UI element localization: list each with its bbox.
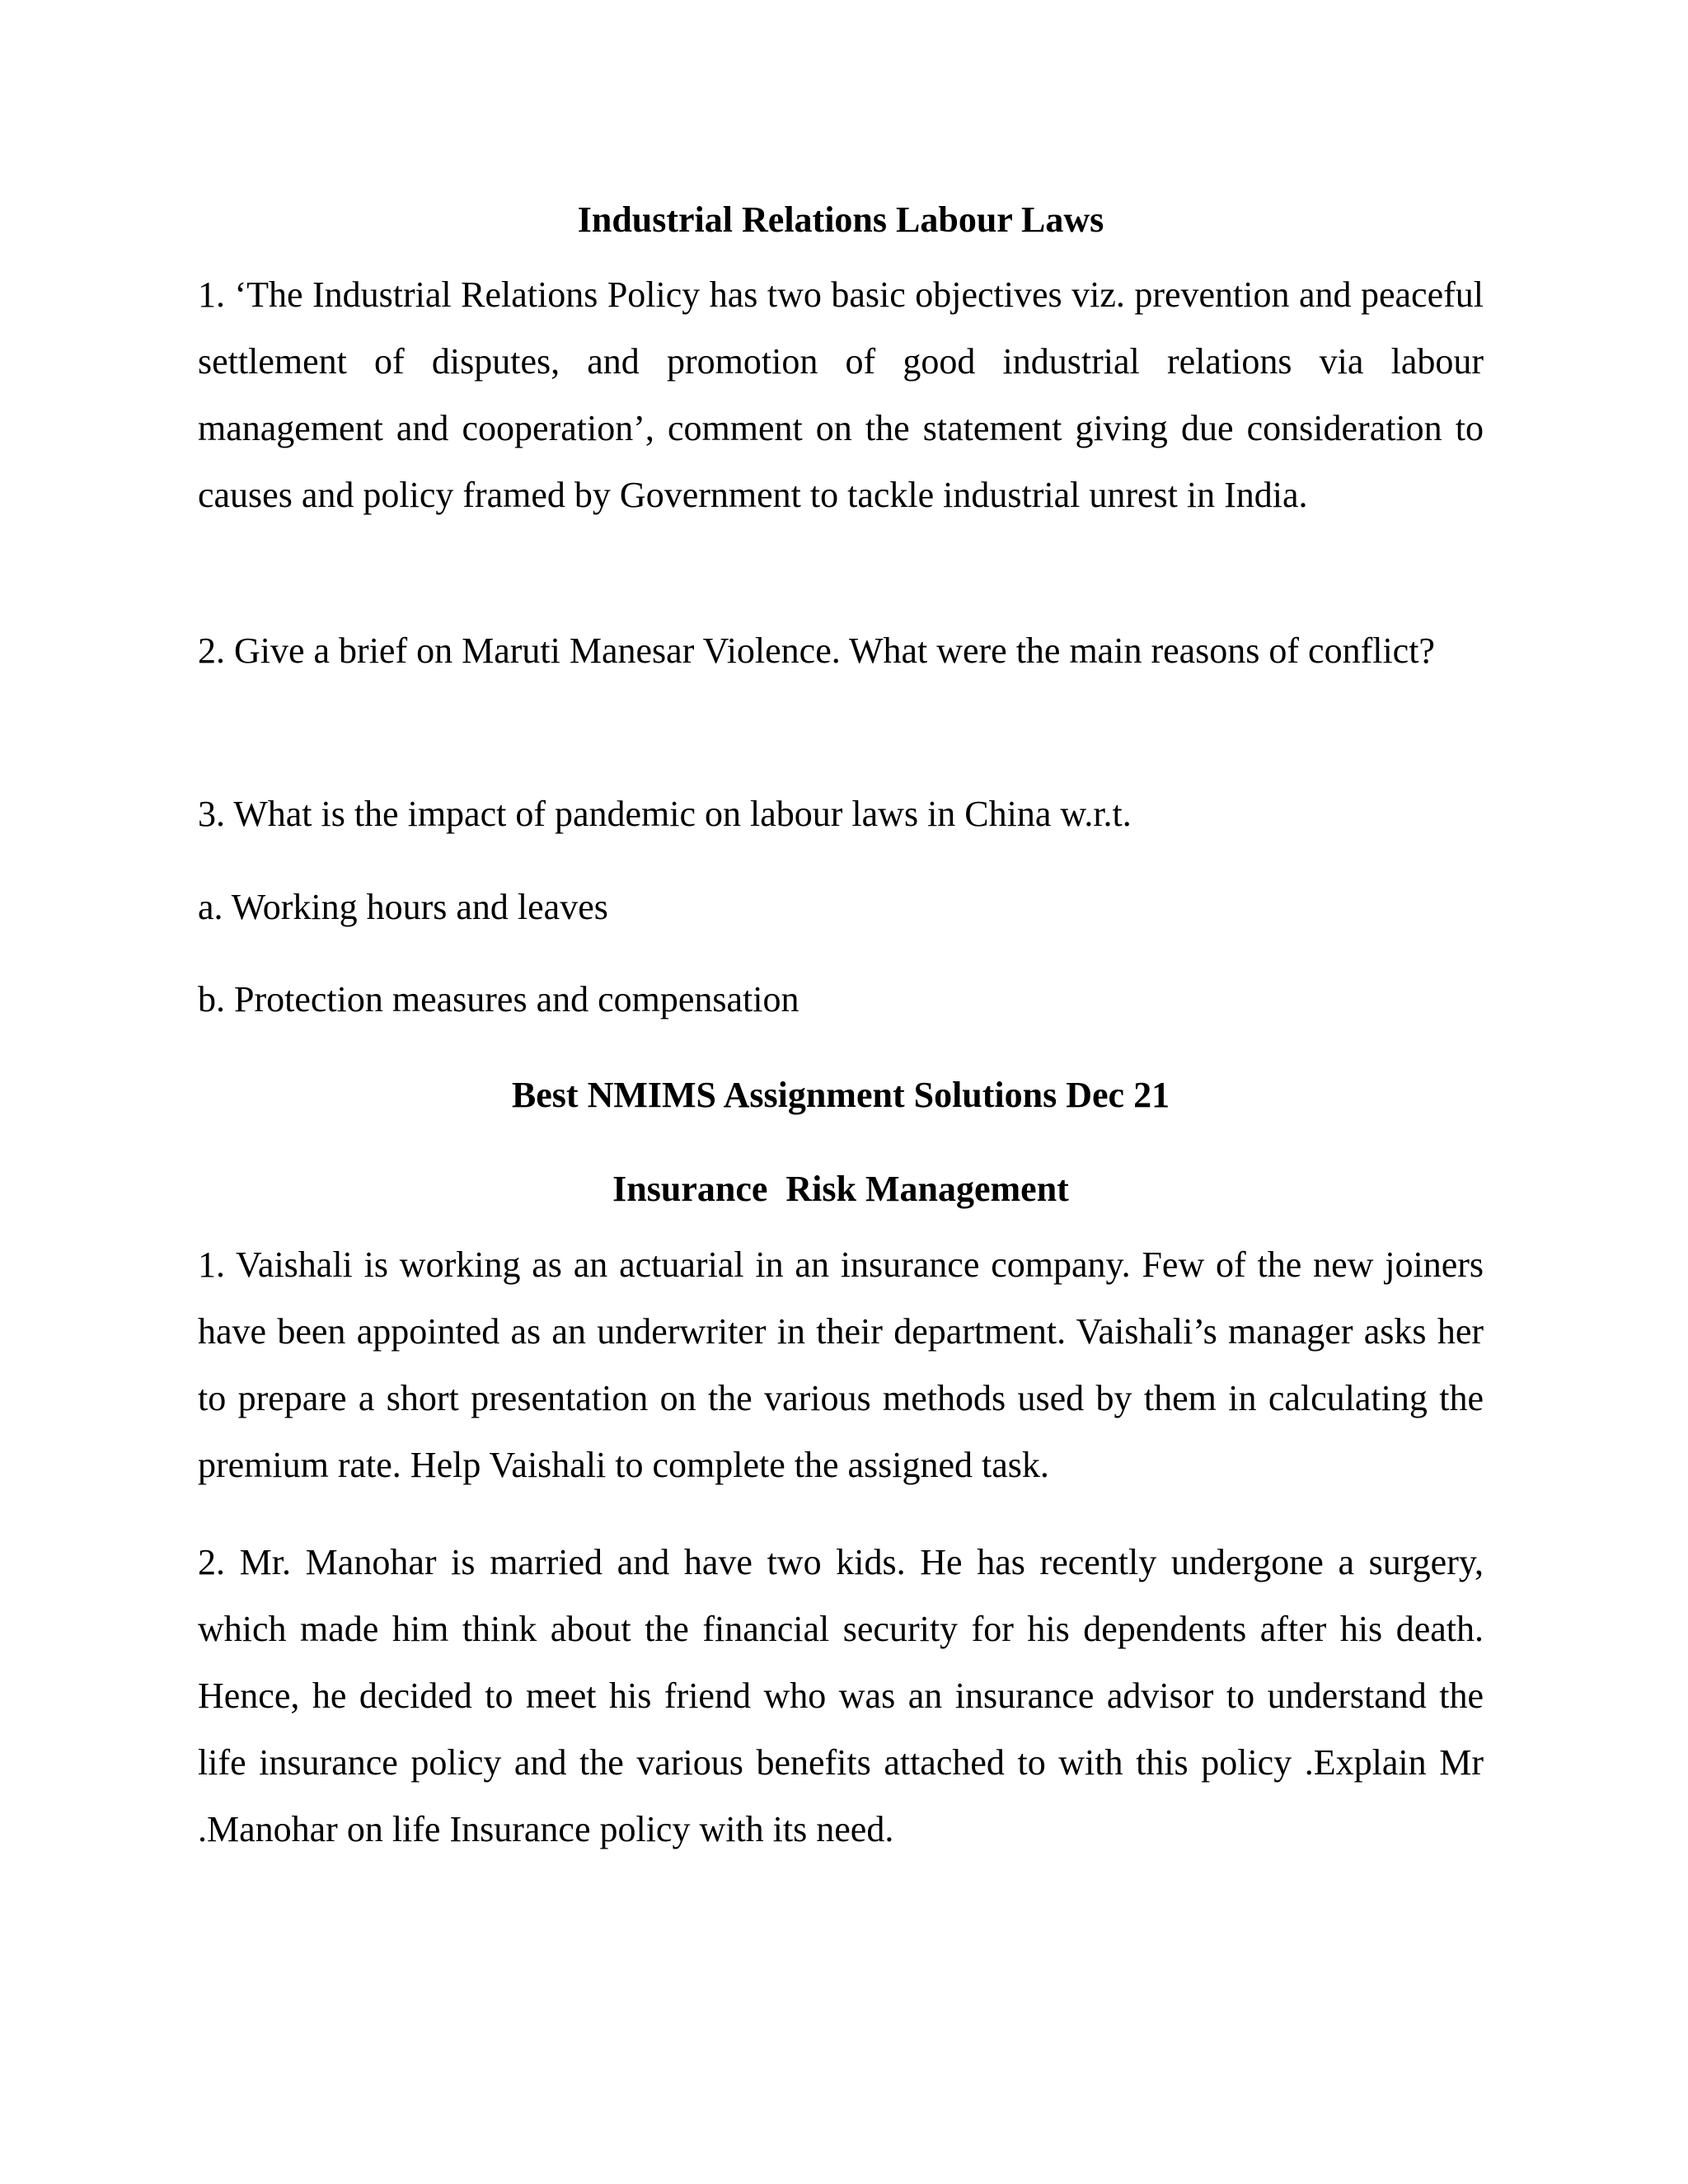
question-2-manohar: 2. Mr. Manohar is married and have two kids. He has recently undergone a surgery, which made him think about the financial security for his dependents after his death. Hence, he decided to meet his friend who was an insurance advisor to understand the life insurance policy and the various benefits attached to with this policy .Explain Mr .Manohar on life Insurance policy with its need. <box>198 1542 1484 1849</box>
section-title-industrial-relations: Industrial Relations Labour Laws <box>577 199 1104 240</box>
question-3-pandemic-impact: 3. What is the impact of pandemic on labour laws in China w.r.t. <box>198 794 1132 834</box>
question-3b-protection-measures: b. Protection measures and compensation <box>198 979 799 1019</box>
question-3a-working-hours: a. Working hours and leaves <box>198 887 608 927</box>
question-2-maruti-manesar: 2. Give a brief on Maruti Manesar Violence. What were the main reasons of conflict? <box>198 630 1435 671</box>
question-1-industrial-relations: 1. ‘The Industrial Relations Policy has two basic objectives viz. prevention and peaceful settlement of disputes, and promotion of good industrial relations via labour management and cooperation’, comment on the statement giving due consideration to causes and policy framed by Government to tackle industrial unrest in India. <box>198 274 1484 515</box>
section-title-insurance-risk: Insurance Risk Management <box>612 1169 1069 1209</box>
question-1-vaishali: 1. Vaishali is working as an actuarial in an insurance company. Few of the new joiners have been appointed as an underwriter in their department. Vaishali’s manager asks her to prepare a short presentation on the various methods used by them in calculating the premium rate. Help Vaishali to complete the assigned task. <box>198 1244 1484 1485</box>
banner-heading: Best NMIMS Assignment Solutions Dec 21 <box>511 1075 1170 1115</box>
